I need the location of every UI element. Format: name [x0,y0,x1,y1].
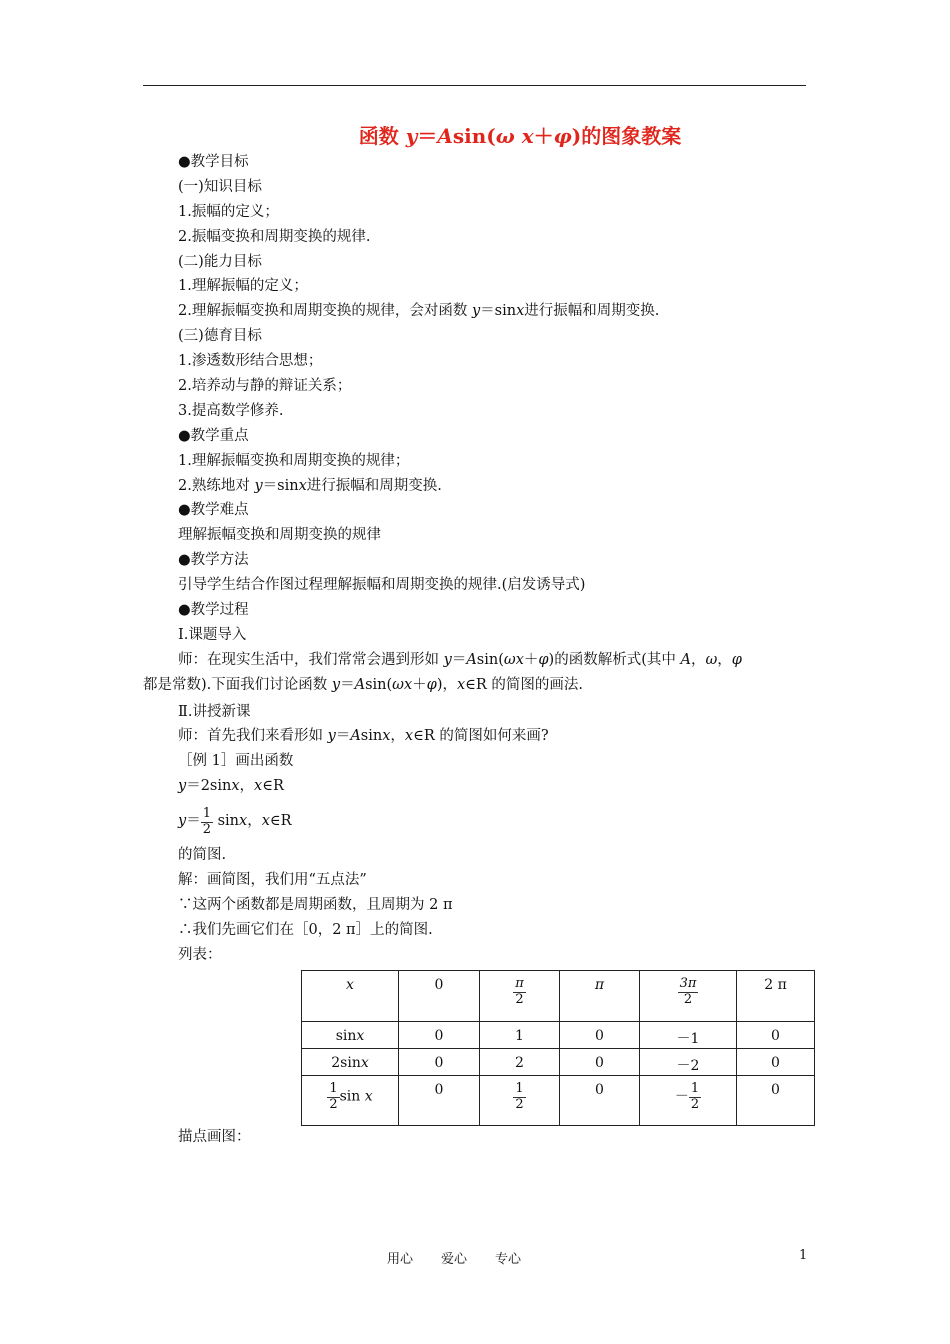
table-row [302,1076,815,1126]
subsection-heading: (一)知识目标 [178,178,262,195]
table-cell: 0 [399,1076,480,1126]
subsection-heading: Ⅱ.讲授新课 [178,703,251,720]
table-cell: x [302,971,399,1022]
table-cell: 0 [399,1022,480,1049]
table-cell: $\frac{3\pi}{2}$ [640,971,737,1022]
table-row [302,1049,815,1076]
section-heading: ●教学难点 [178,502,249,519]
subsection-heading: Ⅰ.课题导入 [178,626,247,643]
paragraph: 师：首先我们来看形如 y＝Asinx，x∈R 的简图如何来画? [178,728,549,745]
paragraph: 师：在现实生活中，我们常常会遇到形如 y＝Asin(ωx＋φ)的函数解析式(其中 A，ω，φ [178,651,742,668]
value-table [301,970,815,1126]
formula: y＝2sinx，x∈R [178,778,284,795]
table-cell: sinx [302,1022,399,1049]
list-item: 1.理解振幅的定义； [178,278,308,295]
example-heading: ［例 1］画出函数 [178,753,294,770]
paragraph: ∴我们先画它们在［0，2 π］上的简图. [178,921,433,938]
subsection-heading: (三)德育目标 [178,328,262,345]
footer-slogan: 用心 爱心 专心 [387,1252,522,1267]
table-cell: 2 π [737,971,815,1022]
table-cell: －2 [640,1049,737,1076]
list-item: 1.渗透数形结合思想； [178,353,323,370]
paragraph: ∵这两个函数都是周期函数，且周期为 2 π [178,896,453,913]
page-title: 函数 y＝Asin(ω x＋φ)的图象教案 [358,124,682,148]
document-body [143,150,818,968]
paragraph-continuation: 都是常数).下面我们讨论函数 y＝Asin(ωx＋φ)，x∈R 的简图的画法. [143,676,584,693]
section-heading: ●教学重点 [178,427,249,444]
table-header-row [302,971,815,1022]
table-cell: 0 [560,1049,640,1076]
table-cell: 0 [560,1022,640,1049]
list-item: 2.振幅变换和周期变换的规律. [178,228,371,245]
list-item: 3.提高数学修养. [178,402,284,419]
table-cell: 0 [737,1022,815,1049]
paragraph: 的简图. [178,847,227,864]
table-cell: 2sinx [302,1049,399,1076]
formula: y＝ $\frac{1}{2}$ sinx，x∈R [178,805,292,837]
paragraph: 列表： [178,946,222,963]
table-cell: 0 [399,1049,480,1076]
list-item: 2.培养动与静的辩证关系； [178,378,352,395]
table-cell: $\frac{1}{2}$ sin x [302,1076,399,1126]
list-item: 1.理解振幅变换和周期变换的规律； [178,452,410,469]
table-cell: － $\frac{1}{2}$ [640,1076,737,1126]
page-number: 1 [799,1248,808,1263]
paragraph: 引导学生结合作图过程理解振幅和周期变换的规律.(启发诱导式) [178,577,586,594]
subsection-heading: (二)能力目标 [178,253,262,270]
list-item: 1.振幅的定义； [178,203,279,220]
table-cell: 0 [560,1076,640,1126]
paragraph: 理解振幅变换和周期变换的规律 [178,527,381,544]
table-cell: 1 [480,1022,560,1049]
table-cell: $\frac{\pi}{2}$ [480,971,560,1022]
table-cell: －1 [640,1022,737,1049]
header-rule [143,85,806,86]
table-cell: 2 [480,1049,560,1076]
fraction: $\frac{1}{2}$ [202,805,211,837]
paragraph: 解：画简图，我们用“五点法” [178,872,367,889]
section-heading: ●教学过程 [178,602,249,619]
table-cell: 0 [737,1049,815,1076]
table-row [302,1022,815,1049]
paragraph: 描点画图： [178,1129,251,1145]
table-cell: $\frac{1}{2}$ [480,1076,560,1126]
table-cell: 0 [737,1076,815,1126]
list-item: 2.熟练地对 y＝sinx进行振幅和周期变换. [178,477,442,494]
table-cell: 0 [399,971,480,1022]
table-cell: π [560,971,640,1022]
list-item: 2.理解振幅变换和周期变换的规律，会对函数 y＝sinx进行振幅和周期变换. [178,303,660,320]
section-heading: ●教学目标 [178,154,249,170]
section-heading: ●教学方法 [178,552,249,569]
